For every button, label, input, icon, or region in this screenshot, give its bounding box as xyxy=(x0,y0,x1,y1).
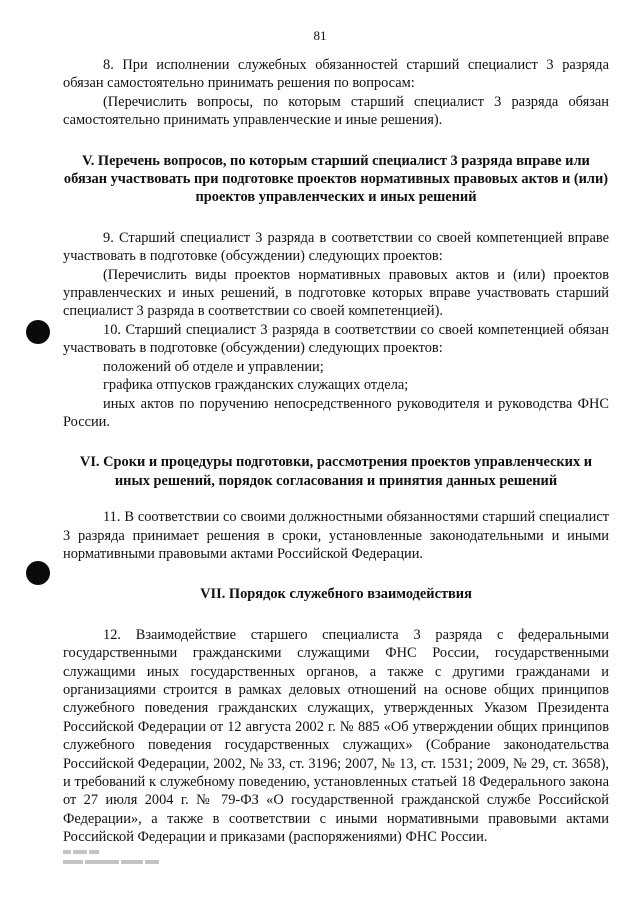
paragraph-10: 10. Старший специалист 3 разряда в соответствии со своей компетенцией обязан участвовать в подготовке (обсуждении) следующих проектов: xyxy=(63,321,609,357)
section-heading-6: VI. Сроки и процедуры подготовки, рассмотрения проектов управленческих и иных решений, порядок согласования и принятия данных решений xyxy=(79,454,593,489)
punch-hole-top xyxy=(26,320,50,344)
section-heading-5: V. Перечень вопросов, по которым старший специалист 3 разряда вправе или обязан участвовать при подготовке проектов нормативных правовых актов и (или) проектов управленческих и иных решений xyxy=(63,152,609,206)
paragraph-9-note: (Перечислить виды проектов нормативных правовых актов и (или) проектов управленческих и иных решений, в подготовке которых вправе участвовать старший специалист 3 разряда в соответствии со своей компетенцией). xyxy=(63,266,609,320)
paragraph-8: 8. При исполнении служебных обязанностей старший специалист 3 разряда обязан самостоятельно принимать решения по вопросам: xyxy=(63,57,609,92)
punch-hole-bottom xyxy=(26,561,50,585)
section-heading-7: VII. Порядок служебного взаимодействия xyxy=(200,586,472,603)
paragraph-12: 12. Взаимодействие старшего специалиста 3 разряда с федеральными государственными гражданскими служащими ФНС России, государственными служащими иных государственных органов, а также с другими гражданами и организациями строится в рамках деловых отношений на основе общих принципов служебного поведения гражданских служащих, утвержденных Указом Президента Российской Федерации от 12 августа 2002 г. № 885 «Об утверждении общих принципов служебного поведения государственных служащих» (Собрание законодательства Российской Федерации, 2002, № 33, ст. 3196; 2007, № 13, ст. 1531; 2009, № 29, ст. 3658), и требований к служебному поведению, установленных статьей 18 Федерального закона от 27 июля 2004 г. № 79-ФЗ «О государственной гражданской службе Российской Федерации», а также в соответствии с иными нормативными правовыми актами Российской Федерации и приказами (распоряжениями) ФНС России. xyxy=(63,626,609,846)
paragraph-10-item-1: положений об отделе и управлении; xyxy=(103,358,324,375)
faint-stamp-marks xyxy=(63,848,183,870)
paragraph-11: 11. В соответствии со своими должностными обязанностями старший специалист 3 разряда принимает решения в сроки, установленные законодательными и иными нормативными правовыми актами Российской Федерации. xyxy=(63,509,609,562)
page-number: 81 xyxy=(313,28,327,43)
paragraph-10-item-3: иных актов по поручению непосредственного руководителя и руководства ФНС России. xyxy=(63,395,609,430)
document-body xyxy=(63,56,609,847)
paragraph-8-note: (Перечислить вопросы, по которым старший специалист 3 разряда обязан самостоятельно принимать управленческие и иные решения). xyxy=(63,93,609,129)
paragraph-9: 9. Старший специалист 3 разряда в соответствии со своей компетенцией вправе участвовать в подготовке (обсуждении) следующих проектов: xyxy=(63,229,609,265)
paragraph-10-item-2: графика отпусков гражданских служащих отдела; xyxy=(103,377,409,394)
faint-stamp xyxy=(63,848,183,873)
